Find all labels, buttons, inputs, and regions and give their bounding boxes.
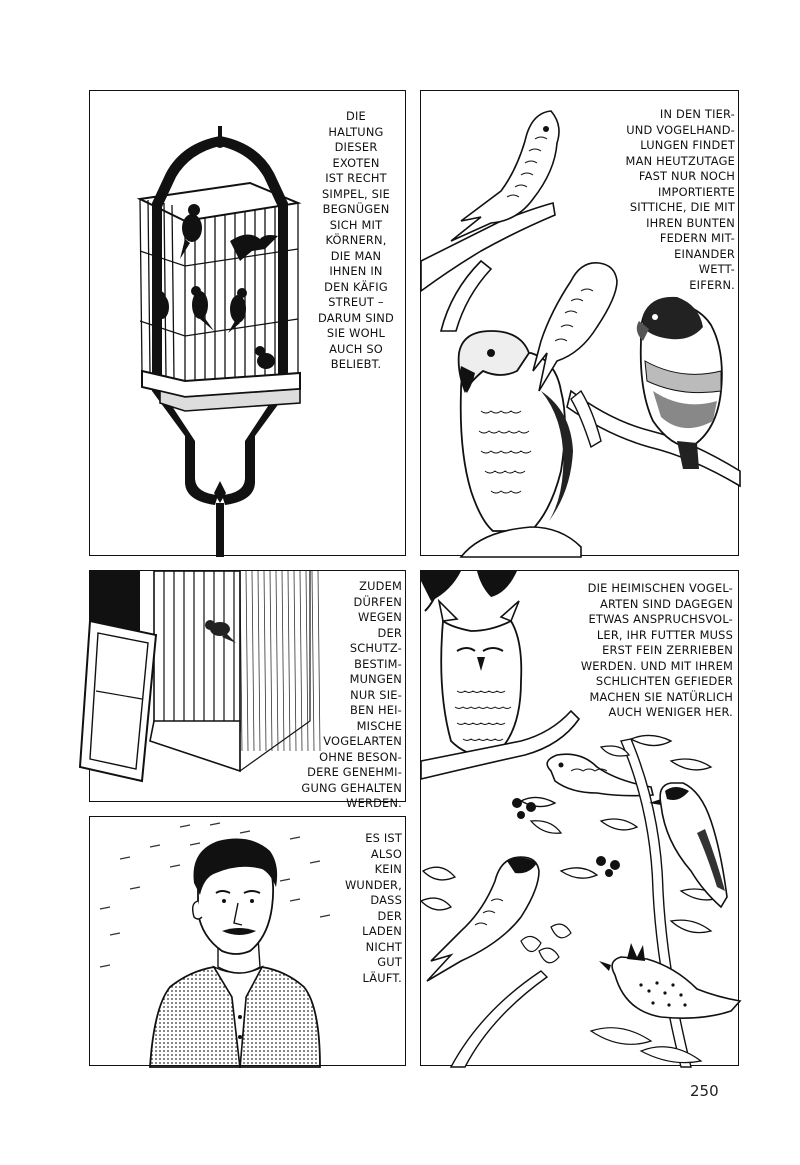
panel-native-birds bbox=[420, 570, 739, 1066]
caption-cage: DIE HALTUNG DIESER EXOTEN IST RECHT SIMPEL, SIE BEGNÜGEN SICH MIT KÖRNERN, DIE MAN IHNEN IN DEN KÄFIG STREUT – DARUM SIND SIE WOHL AUCH SO BELIEBT. bbox=[318, 109, 394, 371]
caption-parakeets: IN DEN TIER- UND VOGELHAND- LUNGEN FINDET MAN HEUTZUTAGE FAST NUR NOCH IMPORTIERTE SITTICHE, DIE MIT IHREN BUNTEN FEDERN MIT- EINANDER WETT- EIFERN. bbox=[625, 107, 735, 292]
caption-native-birds: DIE HEIMISCHEN VOGEL- ARTEN SIND DAGEGEN ETWAS ANSPRUCHSVOL- LER, IHR FUTTER MUSS ERST FEIN ZERRIEBEN WERDEN. UND MIT IHREM SCHLICHTEN GEFIEDER MACHEN SIE NATÜRLICH AUCH WENIGER HER. bbox=[580, 581, 733, 719]
caption-shop-cage: ZUDEM DÜRFEN WEGEN DER SCHUTZ- BESTIM- MUNGEN NUR SIE- BEN HEI- MISCHE VOGELARTEN OHNE BESON- DERE GENEHMI- GUNG GEHALTEN WERDEN. bbox=[301, 579, 402, 810]
caption-shopkeeper: ES IST ALSO KEIN WUNDER, DASS DER LADEN NICHT GUT LÄUFT. bbox=[344, 831, 402, 985]
page-number: 250 bbox=[690, 1082, 719, 1100]
panel-parakeets bbox=[420, 90, 739, 556]
panel-cage bbox=[89, 90, 406, 556]
panel-shopkeeper bbox=[89, 816, 406, 1066]
panel-shop-cage bbox=[89, 570, 406, 810]
